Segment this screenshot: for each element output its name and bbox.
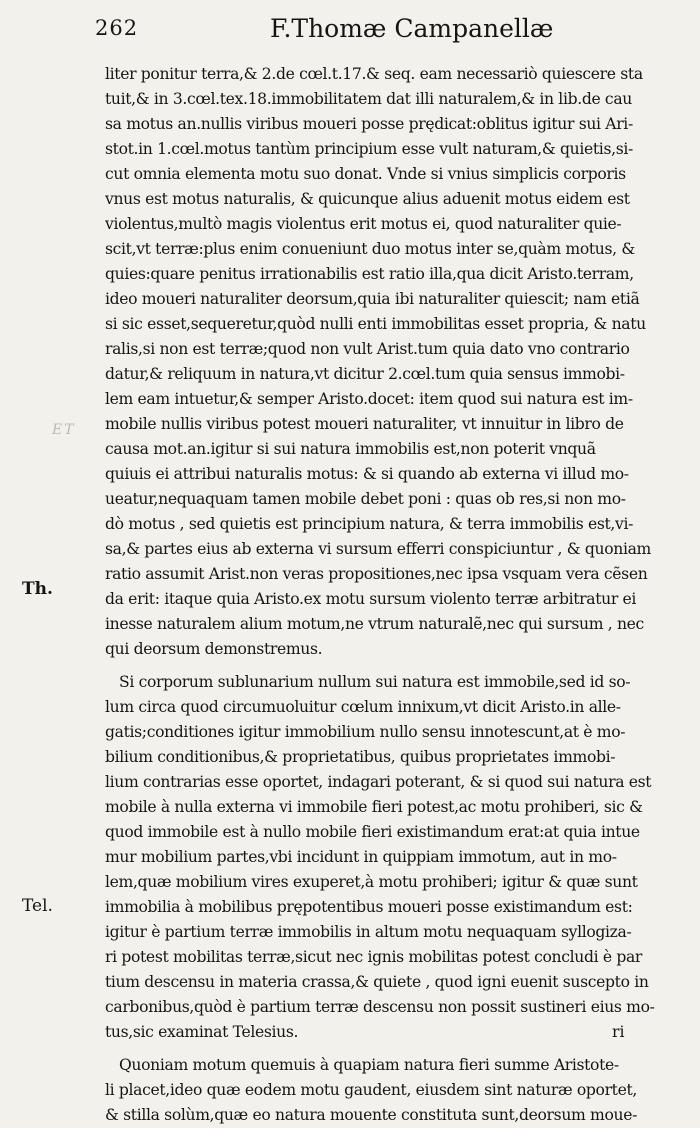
text-line: mobile à nulla externa vi immobile fieri potest,ac motu prohiberi, sic & xyxy=(105,798,643,816)
text-line: immobilia à mobilibus prępotentibus moueri posse existimandum est: xyxy=(105,898,633,916)
text-line: quiuis ei attribui naturalis motus: & si quando ab externa vi illud mo- xyxy=(105,465,629,483)
text-line: lem,quæ mobilium vires exuperet,à motu prohiberi; igitur & quæ sunt xyxy=(105,873,638,891)
text-line: ri potest mobilitas terræ,sicut nec ignis mobilitas potest concludi è par xyxy=(105,948,643,966)
marginal-note-th: Th. xyxy=(22,579,53,599)
paragraph-2 xyxy=(105,670,657,1045)
paragraph-gap xyxy=(105,662,657,670)
text-line: lem eam intuetur,& semper Aristo.docet: item quod sui natura est im- xyxy=(105,390,633,408)
text-line: li placet,ideo quæ eodem motu gaudent, eiusdem sint naturæ oportet, xyxy=(105,1081,638,1099)
text-line: ueatur,nequaquam tamen mobile debet poni : quas ob res,si non mo- xyxy=(105,490,626,508)
text-line: sa,& partes eius ab externa vi sursum efferri conspiciuntur , & quoniam xyxy=(105,540,651,558)
text-line: igitur è partium terræ immobilis in altum motu nequaquam syllogiza- xyxy=(105,923,632,941)
text-line: bilium conditionibus,& proprietatibus, quibus proprietates immobi- xyxy=(105,748,616,766)
paragraph-1 xyxy=(105,62,657,662)
text-line: lum circa quod circumuoluitur cœlum innixum,vt dicit Aristo.in alle- xyxy=(105,698,621,716)
text-line: mobile nullis viribus potest moueri naturaliter, vt innuitur in libro de xyxy=(105,415,624,433)
paragraph-gap xyxy=(105,1045,657,1053)
text-line: vnus est motus naturalis, & quicunque alius aduenit motus eidem est xyxy=(105,190,630,208)
text-line: da erit: itaque quia Aristo.ex motu sursum violento terræ arbitratur ei xyxy=(105,590,637,608)
text-line: inesse naturalem alium motum,ne vtrum naturalẽ,nec qui sursum , nec xyxy=(105,615,644,633)
text-line: stot.in 1.cœl.motus tantùm principium esse vult naturam,& quietis,si- xyxy=(105,140,633,158)
text-line: quies:quare penitus irrationabilis est ratio illa,qua dicit Aristo.terram, xyxy=(105,265,634,283)
paragraph-3 xyxy=(105,1053,657,1128)
text-line: tium descensu in materia crassa,& quiete , quod igni euenit suscepto in xyxy=(105,973,649,991)
bleed-through-text: ET xyxy=(52,422,76,438)
text-line: Quoniam motum quemuis à quapiam natura fieri summe Aristote- xyxy=(119,1056,619,1074)
page-header xyxy=(95,12,675,48)
text-line: Si corporum sublunarium nullum sui natura est immobile,sed id so- xyxy=(119,673,631,691)
text-line: violentus,multò magis violentus erit motus ei, quod naturaliter quie- xyxy=(105,215,622,233)
catchword: ri xyxy=(612,1023,625,1041)
text-line: si sic esset,sequeretur,quòd nulli enti immobilitas esset propria, & natu xyxy=(105,315,646,333)
body-text xyxy=(105,62,657,1128)
text-line: dò motus , sed quietis est principium natura, & terra immobilis est,vi- xyxy=(105,515,634,533)
text-line: carbonibus,quòd è partium terræ descensu non possit sustineri eius mo- xyxy=(105,998,655,1016)
text-line: ralis,si non est terræ;quod non vult Arist.tum quia dato vno contrario xyxy=(105,340,630,358)
text-line: tuit,& in 3.cœl.tex.18.immobilitatem dat illi naturalem,& in lib.de cau xyxy=(105,90,632,108)
page-number: 262 xyxy=(95,16,139,40)
text-line: mur mobilium partes,vbi incidunt in quippiam immotum, aut in mo- xyxy=(105,848,617,866)
text-line: sa motus an.nullis viribus moueri posse prędicat:oblitus igitur sui Ari- xyxy=(105,115,633,133)
text-line: liter ponitur terra,& 2.de cœl.t.17.& seq. eam necessariò quiescere sta xyxy=(105,65,643,83)
text-line: cut omnia elementa motu suo donat. Vnde si vnius simplicis corporis xyxy=(105,165,626,183)
text-line: tus,sic examinat Telesius. xyxy=(105,1023,299,1041)
text-line: qui deorsum demonstremus. xyxy=(105,640,323,658)
text-line: ratio assumit Arist.non veras propositiones,nec ipsa vsquam vera cẽsen xyxy=(105,565,648,583)
text-line: datur,& reliquum in natura,vt dicitur 2.cœl.tum quia sensus immobi- xyxy=(105,365,625,383)
text-line: gatis;conditiones igitur immobilium nullo sensu innotescunt,at è mo- xyxy=(105,723,626,741)
text-line: & stilla solùm,quæ eo natura mouente constituta sunt,deorsum moue- xyxy=(105,1106,638,1124)
text-line: ideo moueri naturaliter deorsum,quia ibi naturaliter quiescit; nam etiã xyxy=(105,290,640,308)
text-line: causa mot.an.igitur si sui natura immobilis est,non poterit vnquã xyxy=(105,440,596,458)
running-head: F.Thomæ Campanellæ xyxy=(270,14,554,43)
text-line: lium contrarias esse oportet, indagari poterant, & si quod sui natura est xyxy=(105,773,652,791)
marginal-note-tel: Tel. xyxy=(22,896,53,916)
text-line: scit,vt terræ:plus enim conueniunt duo motus inter se,quàm motus, & xyxy=(105,240,635,258)
text-line: quod immobile est à nullo mobile fieri existimandum erat:at quia intue xyxy=(105,823,640,841)
